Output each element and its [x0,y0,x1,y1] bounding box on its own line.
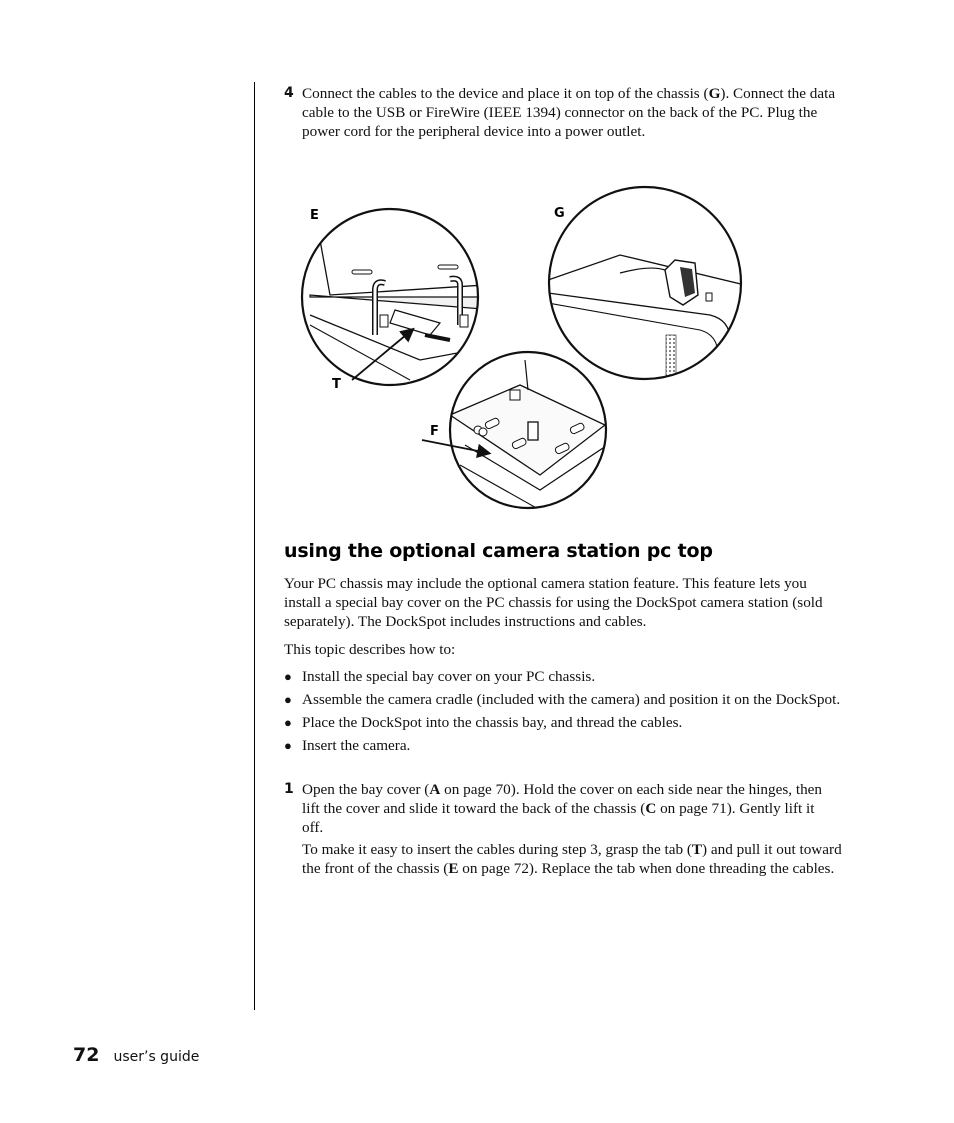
page-number: 72 [73,1044,100,1066]
label-g: G [554,206,565,221]
topic-intro: This topic describes how to: [284,641,456,658]
step-text: Connect the cables to the device and place it on top of the chassis (G). Connect the data cable to the USB or FireWire (IEEE 1394) connector on the back of the PC. Plug the power cord for the peripheral device into a power outlet. [302,85,836,140]
step-text: Open the bay cover (A on page 70). Hold the cover on each side near the hinges, then lift the cover and slide it toward the back of the chassis (C on page 71). Gently lift it off. [302,781,822,836]
section-heading: using the optional camera station pc top [284,540,713,562]
step-4 [284,84,837,141]
intro-paragraph: Your PC chassis may include the optional camera station feature. This feature lets you install a special bay cover on the PC chassis for using the DockSpot camera station (sold separately). The DockSpot includes instructions and cables. [284,575,823,630]
list-item: ● Place the DockSpot into the chassis bay, and thread the cables. [284,714,683,731]
chassis-diagram [300,185,750,515]
margin-rule [254,82,255,1010]
list-item: ● Insert the camera. [284,737,411,754]
label-f: F [430,424,439,439]
chassis-illustration [300,185,750,515]
step-number: 1 [284,781,294,797]
step-number: 4 [284,85,294,101]
callout-c: C [645,800,657,817]
step-1 [284,780,837,837]
page-footer [73,1044,199,1066]
detail-e [302,209,500,385]
list-item: ● Install the special bay cover on your PC chassis. [284,668,596,685]
callout-t: T [691,841,703,858]
bullet-icon: ● [284,715,292,730]
callout-a: A [429,781,441,798]
bullet-icon: ● [284,669,292,684]
list-item: ● Assemble the camera cradle (included with the camera) and position it on the DockSpot. [284,691,841,708]
tab-note: To make it easy to insert the cables during step 3, grasp the tab (T) and pull it out toward the front of the chassis (E on page 72). Replace the tab when done threading the cables. [302,841,842,877]
bullet-list [284,667,844,759]
callout-g: G [708,85,721,102]
callout-e: E [448,860,459,877]
bullet-icon: ● [284,692,292,707]
footer-label: user’s guide [113,1049,200,1065]
label-t: T [332,377,341,392]
bullet-icon: ● [284,738,292,753]
label-e: E [310,208,319,223]
